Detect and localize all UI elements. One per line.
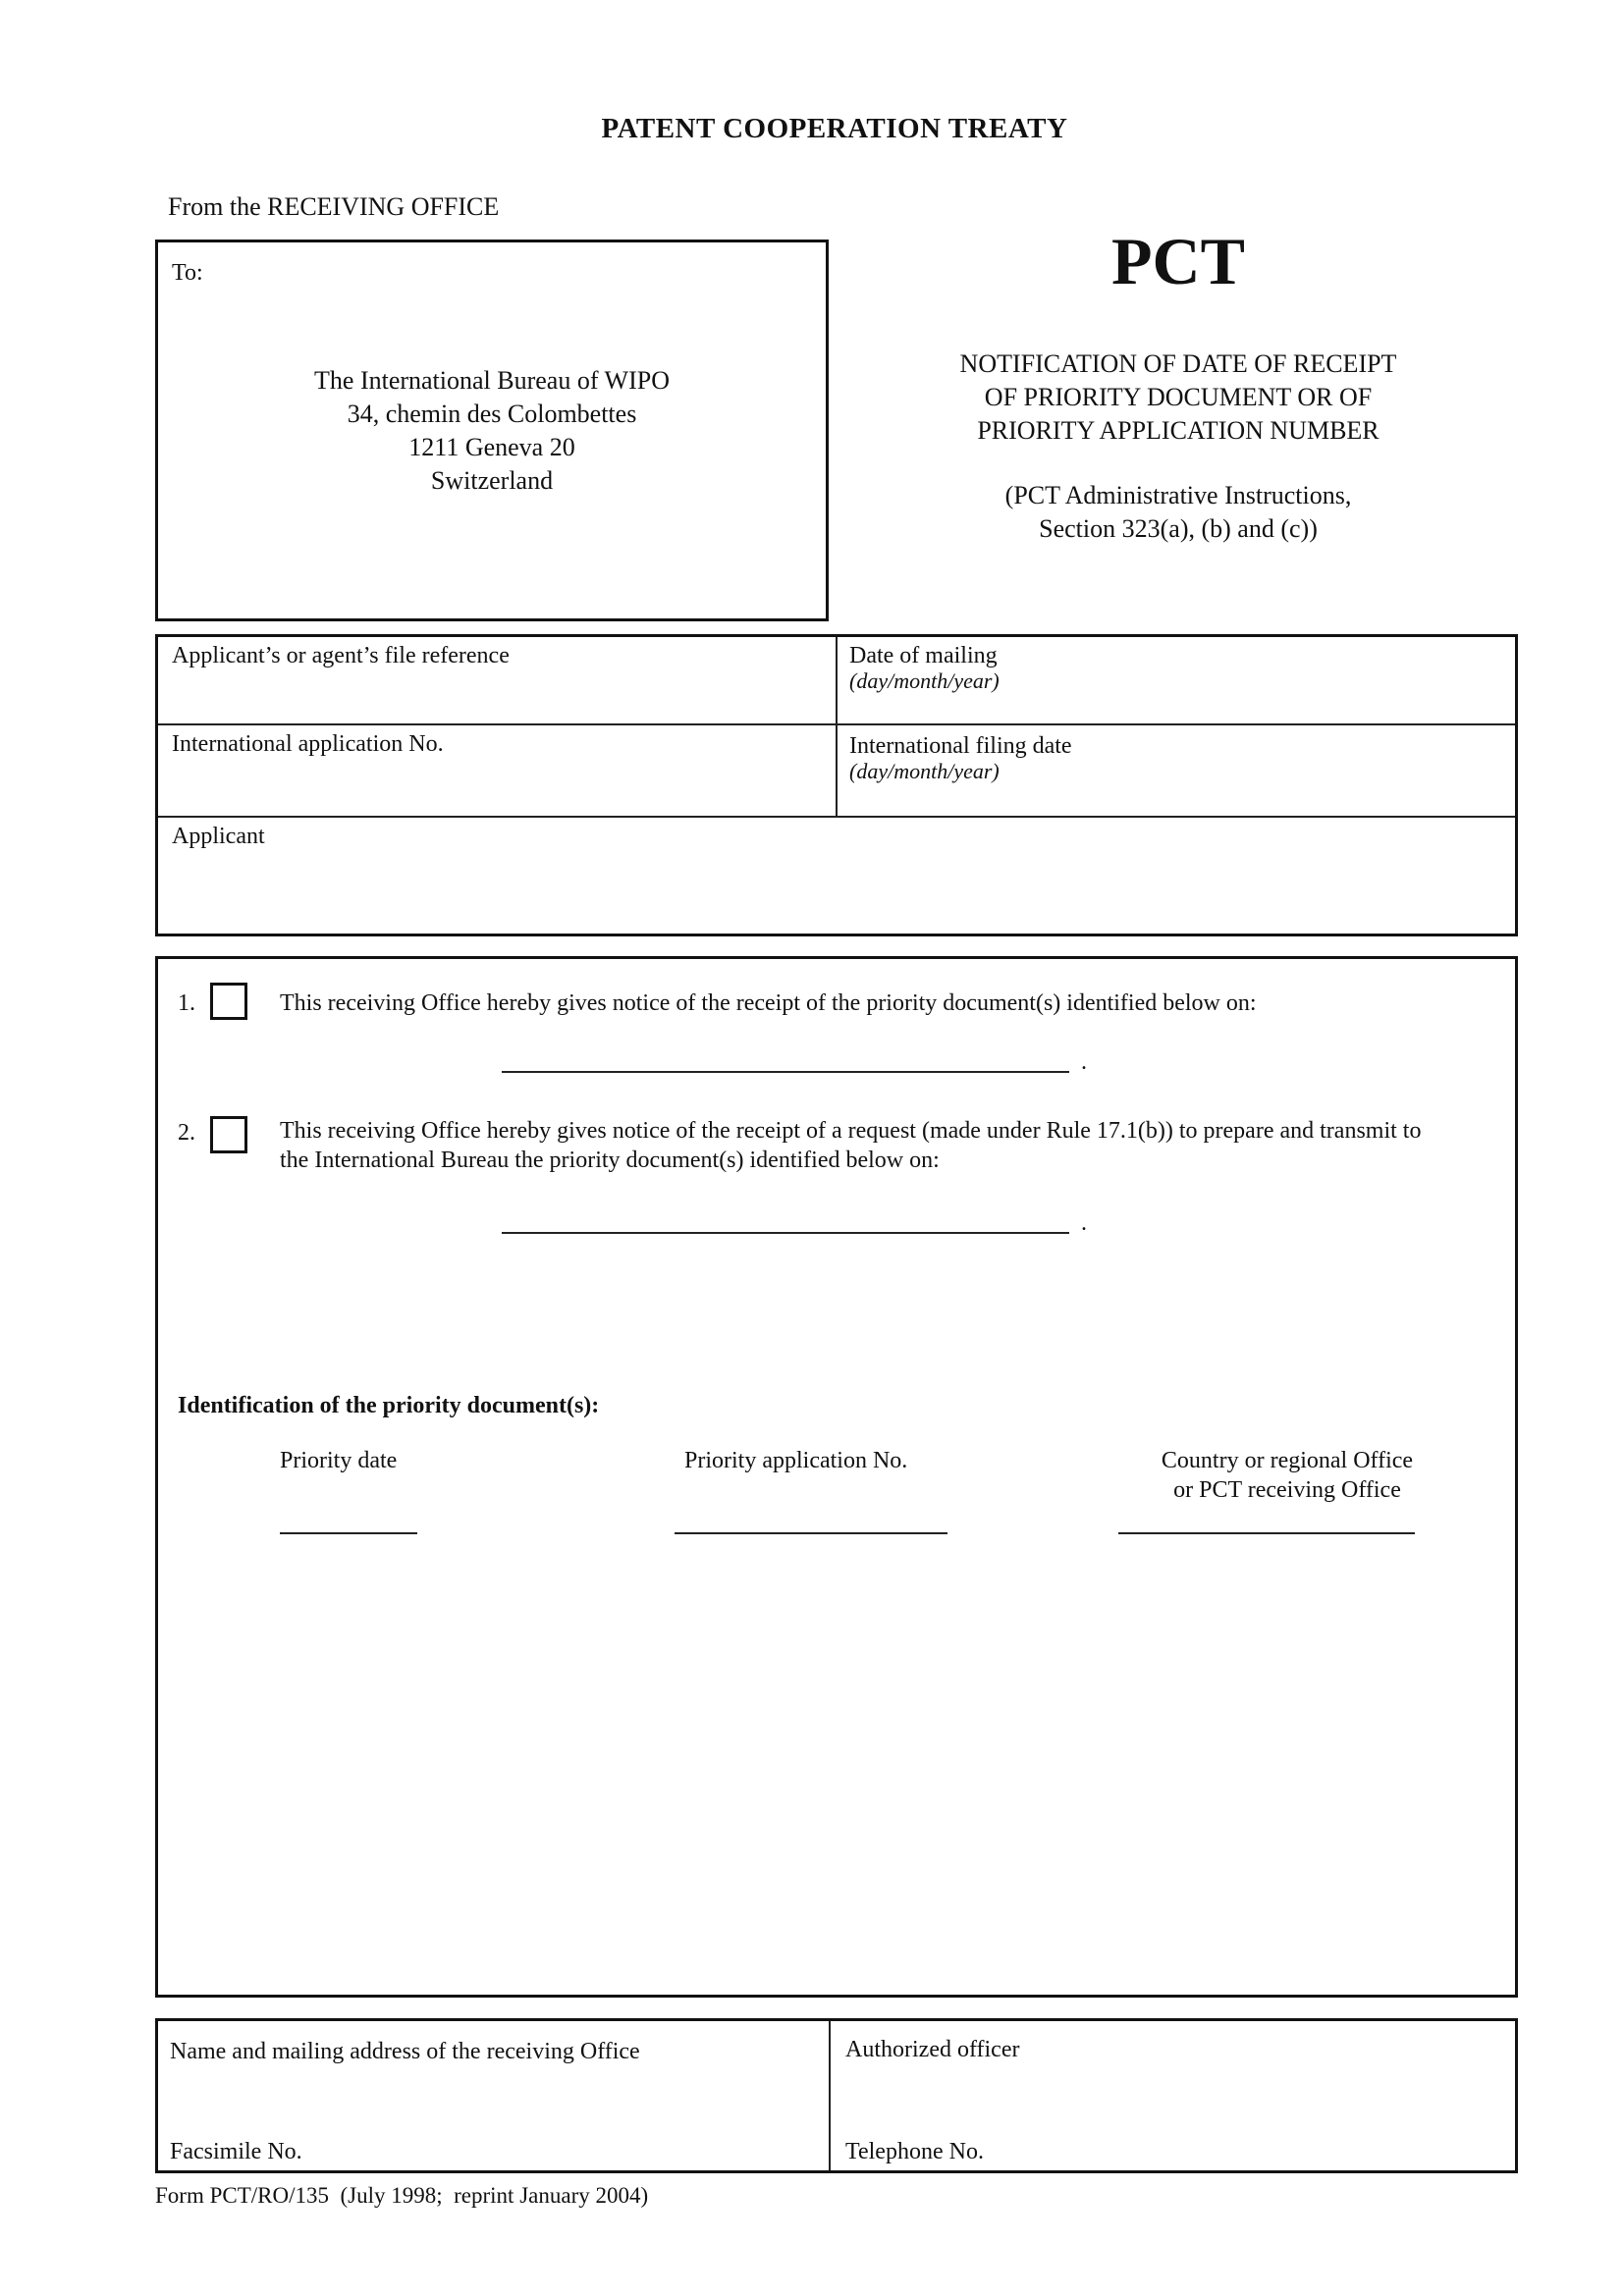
notification-title-line: NOTIFICATION OF DATE OF RECEIPT bbox=[959, 349, 1397, 378]
telephone-field[interactable]: Telephone No. bbox=[845, 2139, 984, 2164]
from-line: From the RECEIVING OFFICE bbox=[168, 192, 500, 221]
intl-application-no-field[interactable]: International application No. bbox=[172, 731, 444, 757]
office-label-line: or PCT receiving Office bbox=[1173, 1477, 1401, 1503]
pct-logo: PCT bbox=[1111, 224, 1245, 298]
file-reference-field[interactable]: Applicant’s or agent’s file reference bbox=[172, 643, 510, 668]
form-identifier: Form PCT/RO/135 (July 1998; reprint January 2004) bbox=[155, 2183, 649, 2208]
item-1-date-line[interactable] bbox=[502, 1071, 1069, 1073]
notification-reference: Section 323(a), (b) and (c)) bbox=[1039, 514, 1318, 543]
date-format-hint: (day/month/year) bbox=[849, 668, 1000, 693]
item-number: 2. bbox=[178, 1120, 195, 1146]
office-input-line[interactable] bbox=[1118, 1532, 1415, 1534]
notification-title-line: PRIORITY APPLICATION NUMBER bbox=[977, 416, 1380, 445]
priority-app-no-input-line[interactable] bbox=[675, 1532, 947, 1534]
name-address-field[interactable]: Name and mailing address of the receiving Office bbox=[170, 2039, 640, 2064]
item-1-suffix: . bbox=[1081, 1049, 1087, 1075]
office-label-line: Country or regional Office bbox=[1161, 1448, 1414, 1473]
identification-heading: Identification of the priority document(s): bbox=[178, 1393, 600, 1418]
intl-filing-date-field[interactable]: International filing date bbox=[849, 733, 1072, 759]
form-title: PATENT COOPERATION TREATY bbox=[601, 113, 1068, 144]
office-info-box bbox=[155, 2018, 1518, 2173]
checkbox-item-2[interactable] bbox=[210, 1116, 247, 1153]
item-2-text-line: the International Bureau the priority document(s) identified below on: bbox=[280, 1148, 940, 1173]
address-line: The International Bureau of WIPO bbox=[314, 366, 670, 395]
item-number: 1. bbox=[178, 990, 195, 1016]
item-2-text-line: This receiving Office hereby gives notice of the receipt of a request (made under Rule 17.1(b)) to prepare and transmit to bbox=[280, 1118, 1422, 1144]
address-line: Switzerland bbox=[430, 466, 554, 495]
checkbox-item-1[interactable] bbox=[210, 983, 247, 1020]
notification-title-line: OF PRIORITY DOCUMENT OR OF bbox=[984, 383, 1373, 411]
item-1-text: This receiving Office hereby gives notice of the receipt of the priority document(s) identified below on: bbox=[280, 990, 1257, 1016]
priority-date-input-line[interactable] bbox=[280, 1532, 417, 1534]
to-label: To: bbox=[172, 260, 203, 286]
notification-reference: (PCT Administrative Instructions, bbox=[1004, 481, 1352, 509]
date-format-hint: (day/month/year) bbox=[849, 759, 1000, 783]
address-line: 34, chemin des Colombettes bbox=[347, 400, 637, 428]
applicant-field[interactable]: Applicant bbox=[172, 824, 265, 849]
notice-box bbox=[155, 956, 1518, 1998]
date-of-mailing-field[interactable]: Date of mailing bbox=[849, 643, 998, 668]
item-2-date-line[interactable] bbox=[502, 1232, 1069, 1234]
priority-date-label: Priority date bbox=[280, 1448, 398, 1473]
fields-table bbox=[155, 634, 1518, 936]
priority-app-no-label: Priority application No. bbox=[684, 1448, 908, 1473]
authorized-officer-field[interactable]: Authorized officer bbox=[845, 2037, 1020, 2062]
address-box bbox=[155, 240, 829, 621]
address-line: 1211 Geneva 20 bbox=[408, 433, 575, 461]
facsimile-field[interactable]: Facsimile No. bbox=[170, 2139, 302, 2164]
item-2-suffix: . bbox=[1081, 1210, 1087, 1236]
